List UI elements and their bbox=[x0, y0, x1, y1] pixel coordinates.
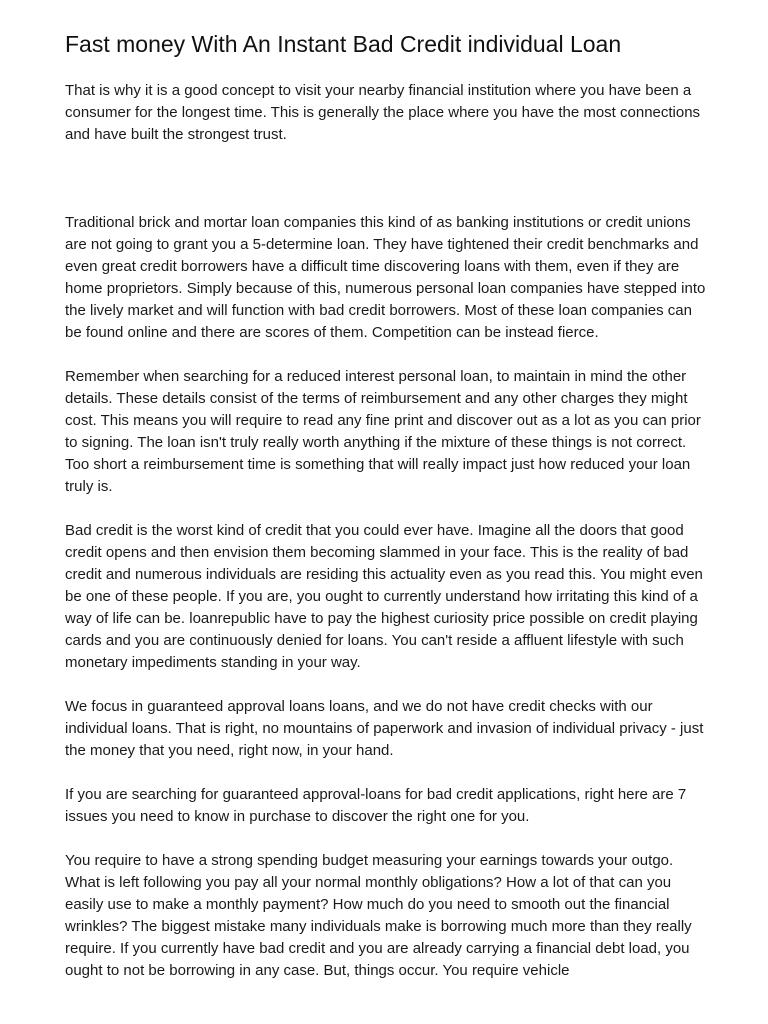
paragraph-3: Remember when searching for a reduced interest personal loan, to maintain in mind the other details. These details consist of the terms of reimbursement and any other charges they might cost. This means you will require to read any fine print and discover out as a lot as you can prior to signing. The loan isn't truly really worth anything if the mixture of these things is not correct. Too short a reimbursement time is something that will really impact just how reduced your loan truly is. bbox=[65, 368, 701, 495]
paragraph-1: That is why it is a good concept to visit your nearby financial institution where you have been a consumer for the longest time. This is generally the place where you have the most connections and have built the strongest trust. bbox=[65, 82, 701, 143]
paragraph-4: Bad credit is the worst kind of credit that you could ever have. Imagine all the doors that good credit opens and then envision them becoming slammed in your face. This is the reality of bad credit and numerous individuals are residing this actuality even as you read this. You might even be one of these people. If you are, you ought to currently understand how irritating this kind of a way of life can be. loanrepublic have to pay the highest curiosity price possible on credit playing cards and you are continuously denied for loans. You can't reside a affluent lifestyle with such monetary impediments standing in your way. bbox=[65, 522, 703, 671]
paragraph-2: Traditional brick and mortar loan companies this kind of as banking institutions or credit unions are not going to grant you a 5-determine loan. They have tightened their credit benchmarks and even great credit borrowers have a difficult time discovering loans with them, even if they are home proprietors. Simply because of this, numerous personal loan companies have stepped into the lively market and will function with bad credit borrowers. Most of these loan companies can be found online and there are scores of them. Competition can be instead fierce. bbox=[65, 214, 706, 341]
paragraph-5: We focus in guaranteed approval loans loans, and we do not have credit checks with our individual loans. That is right, no mountains of paperwork and invasion of individual privacy - just the money that you need, right now, in your hand. bbox=[65, 698, 704, 759]
paragraph-7: You require to have a strong spending budget measuring your earnings towards your outgo. What is left following you pay all your normal monthly obligations? How a lot of that can you easily use to make a monthly payment? How much do you need to smooth out the financial wrinkles? The biggest mistake many individuals make is borrowing much more than they really require. If you currently have bad credit and you are already carrying a financial debt load, you ought to not be borrowing in any case. But, things occur. You require vehicle bbox=[65, 852, 692, 979]
paragraph-6: If you are searching for guaranteed approval-loans for bad credit applications, right here are 7 issues you need to know in purchase to discover the right one for you. bbox=[65, 786, 687, 825]
document-title: Fast money With An Instant Bad Credit individual Loan bbox=[65, 31, 622, 57]
